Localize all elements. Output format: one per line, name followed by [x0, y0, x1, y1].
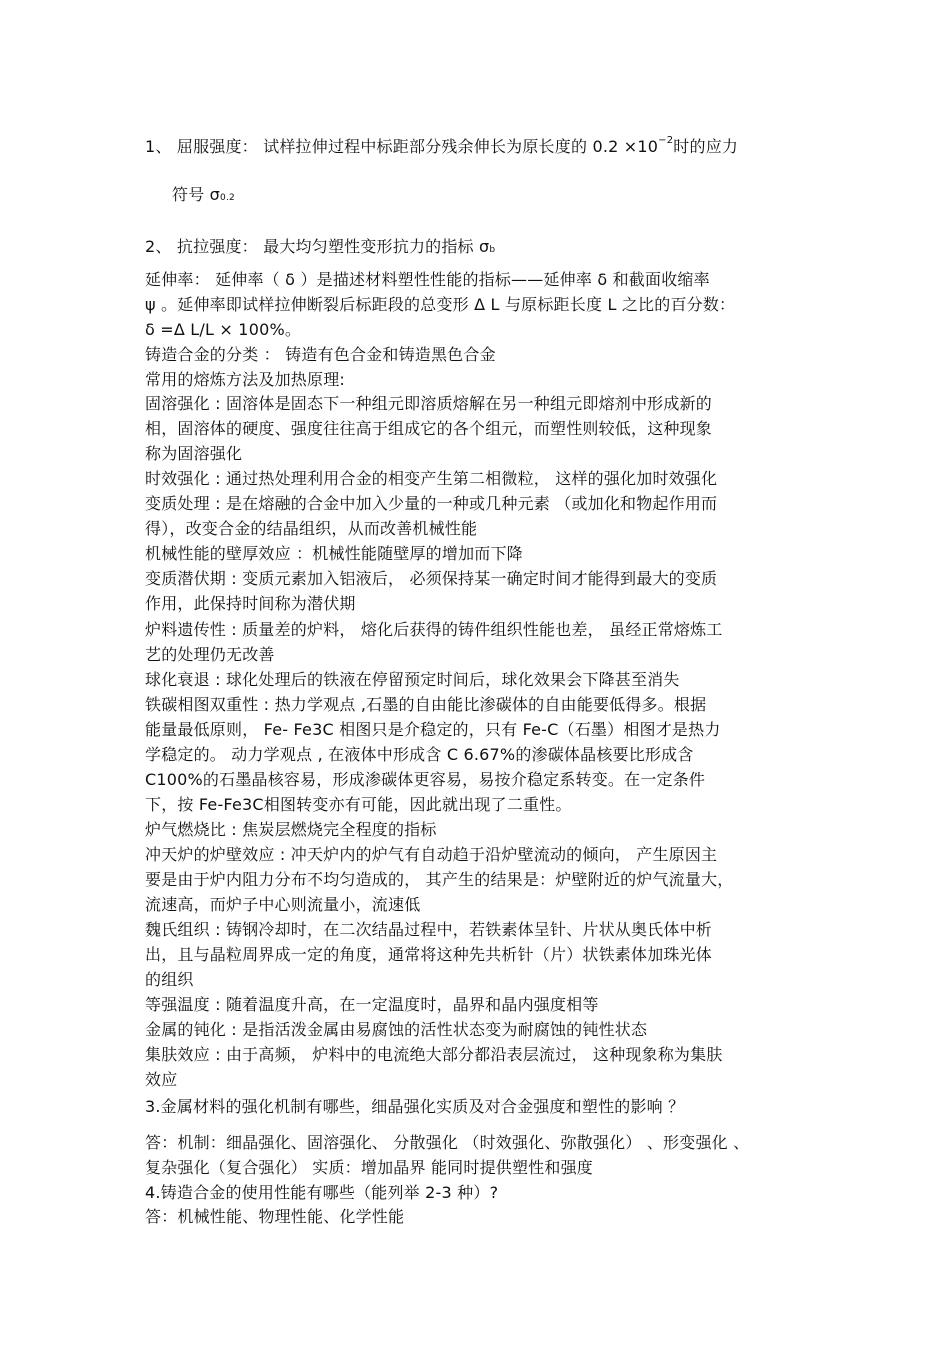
- line-1: 1、 屈服强度： 试样拉伸过程中标距部分残余伸长为原长度的 $0.2 \times 10^{-2}$时的应力: [145, 135, 739, 156]
- line-31: 出，且与晶粒周界成一定的角度，通常将这种先共析针（片）状铁素体加珠光体: [145, 945, 713, 964]
- line-23: 学稳定的。 动力学观点 , 在液体中形成含 C 6.67%的渗碳体晶核要比形成含: [145, 745, 694, 764]
- line-9: 固溶强化 : 固溶体是固态下一种组元即溶质熔解在另一种组元即熔剂中形成新的: [145, 394, 712, 413]
- line-35: 集肤效应 : 由于高频， 炉料中的电流绝大部分都沿表层流过， 这种现象称为集肤: [145, 1045, 723, 1064]
- line-4: 延伸率： 延伸率（ δ ）是描述材料塑性性能的指标——延伸率 δ 和截面收缩率: [145, 270, 710, 289]
- line-19: 艺的处理仍无改善: [145, 645, 275, 664]
- line-6: δ =Δ L/L × 100%。: [145, 320, 302, 339]
- line-32: 的组织: [145, 970, 194, 989]
- line-26: 炉气燃烧比 : 焦炭层燃烧完全程度的指标: [145, 820, 437, 839]
- line-21: 铁碳相图双重性 : 热力学观点 ,石墨的自由能比渗碳体的自由能要低得多。根据: [145, 695, 707, 714]
- line-38: 答：机制：细晶强化、固溶强化、 分散强化 （时效强化、弥散强化） 、形变强化 、: [145, 1133, 750, 1152]
- line-36: 效应: [145, 1070, 178, 1089]
- line-28: 要是由于炉内阻力分布不均匀造成的， 其产生的结果是：炉壁附近的炉气流量大，: [145, 870, 734, 889]
- line-27: 冲天炉的炉壁效应 : 冲天炉内的炉气有自动趋于沿炉壁流动的倾向， 产生原因主: [145, 845, 718, 864]
- line-16: 变质潜伏期 : 变质元素加入铝液后， 必须保持某一确定时间才能得到最大的变质: [145, 569, 718, 588]
- line-34: 金属的钝化 : 是指活泼金属由易腐蚀的活性状态变为耐腐蚀的钝性状态: [145, 1020, 648, 1039]
- line-15: 机械性能的壁厚效应 ：机械性能随壁厚的增加而下降: [145, 544, 523, 563]
- line-24: C100%的石墨晶核容易，形成渗碳体更容易，易按介稳定系转变。在一定条件: [145, 770, 706, 789]
- line-20: 球化衰退 : 球化处理后的铁液在停留预定时间后，球化效果会下降甚至消失: [145, 670, 680, 689]
- line-8: 常用的熔炼方法及加热原理:: [145, 370, 345, 389]
- line-14: 得），改变合金的结晶组织，从而改善机械性能: [145, 519, 478, 538]
- line-22: 能量最低原则， Fe- Fe3C 相图只是介稳定的，只有 Fe-C（石墨）相图才是热力: [145, 720, 721, 739]
- line-5: ψ 。延伸率即试样拉伸断裂后标距段的总变形 Δ L 与原标距长度 L 之比的百分数：: [145, 295, 736, 314]
- line-30: 魏氏组织 : 铸钢冷却时，在二次结晶过程中，若铁素体呈针、片状从奥氏体中析: [145, 920, 712, 939]
- line-17: 作用，此保持时间称为潜伏期: [145, 594, 356, 613]
- line-18: 炉料遗传性 : 质量差的炉料， 熔化后获得的铸件组织性能也差， 虽经正常熔炼工: [145, 620, 723, 639]
- line-13: 变质处理 : 是在熔融的合金中加入少量的一种或几种元素 （或加化和物起作用而: [145, 494, 718, 513]
- line-33: 等强温度 : 随着温度升高，在一定温度时，晶界和晶内强度相等: [145, 995, 599, 1014]
- line-11: 称为固溶强化: [145, 444, 243, 463]
- line-41: 答：机械性能、物理性能、化学性能: [145, 1207, 405, 1226]
- line-37: 3.金属材料的强化机制有哪些，细晶强化实质及对合金强度和塑性的影响 ？: [145, 1097, 685, 1116]
- line-25: 下，按 Fe-Fe3C相图转变亦有可能，因此就出现了二重性。: [145, 795, 572, 814]
- line-2: 符号 σ0.2: [172, 185, 235, 204]
- line-12: 时效强化 : 通过热处理利用合金的相变产生第二相微粒， 这样的强化加时效强化: [145, 469, 718, 488]
- line-7: 铸造合金的分类 ： 铸造有色合金和铸造黑色合金: [145, 345, 496, 364]
- line-29: 流速高，而炉子中心则流量小，流速低: [145, 895, 421, 914]
- line-40: 4.铸造合金的使用性能有哪些（能列举 2-3 种）?: [145, 1183, 499, 1202]
- line-39: 复杂强化（复合强化） 实质：增加晶界 能同时提供塑性和强度: [145, 1158, 593, 1177]
- line-3: 2、 抗拉强度： 最大均匀塑性变形抗力的指标 σb: [145, 237, 496, 256]
- line-10: 相，固溶体的硬度、强度往往高于组成它的各个组元，而塑性则较低，这种现象: [145, 419, 713, 438]
